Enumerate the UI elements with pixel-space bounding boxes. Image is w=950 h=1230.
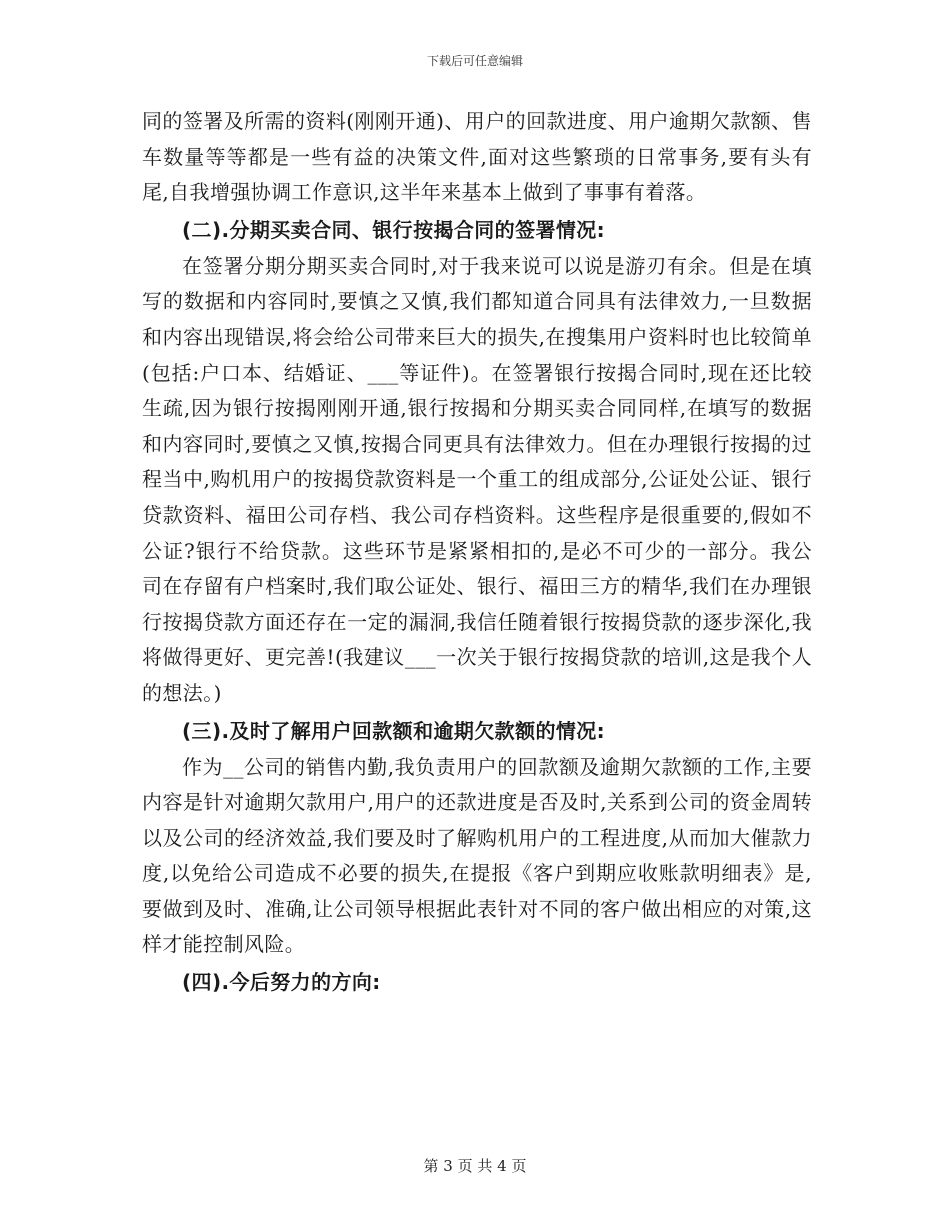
page-number: 第 3 页 共 4 页: [423, 1157, 527, 1175]
section-heading-3: (三).及时了解用户回款额和逾期欠款额的情况:: [182, 718, 606, 743]
page-header-note: 下载后可任意编辑: [426, 54, 523, 68]
section-heading-4: (四).今后努力的方向:: [182, 970, 381, 995]
paragraph-contracts: 在签署分期分期买卖合同时,对于我来说可以说是游刃有余。但是在填写的数据和内容同时,要慎之又慎,我们都知道合同具有法律效力,一旦数据和内容出现错误,将会给公司带来巨大的损失,在搜集用户资料时也比较简单(包括:户口本、结婚证、___等证件)。在签署银行按揭合同时,现在还比较生疏,因为银行按揭刚刚开通,银行按揭和分期买卖合同同样,在填写的数据和内容同时,要慎之又慎,按揭合同更具有法律效力。但在办理银行按揭的过程当中,购机用户的按揭贷款资料是一个重工的组成部分,公证处公证、银行贷款资料、福田公司存档、我公司存档资料。这些程序是很重要的,假如不公证?银行不给贷款。这些环节是紧紧相扣的,是必不可少的一部分。我公司在存留有户档案时,我们取公证处、银行、福田三方的精华,我们在办理银行按揭贷款方面还存在一定的漏洞,我信任随着银行按揭贷款的逐步深化,我将做得更好、更完善!(我建议___一次关于银行按揭贷款的培训,这是我个人的想法。): [142, 253, 812, 705]
document-body: [142, 104, 812, 1001]
paragraph-repayment: 作为__公司的销售内勤,我负责用户的回款额及逾期欠款额的工作,主要内容是针对逾期欠款用户,用户的还款进度是否及时,关系到公司的资金周转以及公司的经济效益,我们要及时了解购机用户的工程进度,从而加大催款力度,以免给公司造成不必要的损失,在提报《客户到期应收账款明细表》是,要做到及时、准确,让公司领导根据此表针对不同的客户做出相应的对策,这样才能控制风险。: [142, 754, 812, 957]
paragraph-continued: 同的签署及所需的资料(刚刚开通)、用户的回款进度、用户逾期欠款额、售车数量等等都是一些有益的决策文件,面对这些繁琐的日常事务,要有头有尾,自我增强协调工作意识,这半年来基本上做到了事事有着落。: [142, 109, 812, 205]
section-heading-2: (二).分期买卖合同、银行按揭合同的签署情况:: [182, 217, 606, 242]
